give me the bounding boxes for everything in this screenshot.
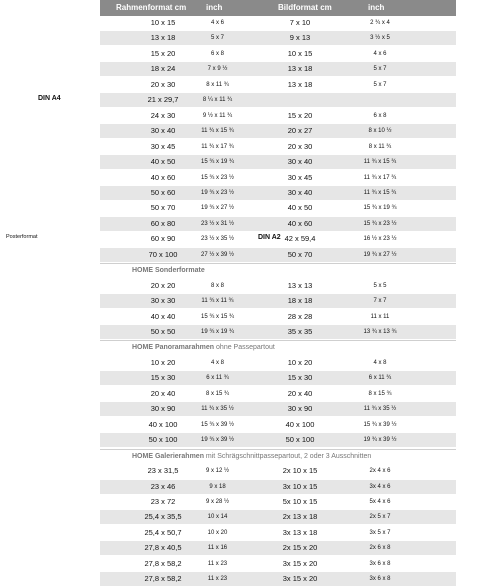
- table-row: [100, 433, 456, 447]
- frame-size-inch: 10 x 14: [207, 514, 228, 521]
- frame-size-inch: 4 x 8: [210, 359, 224, 366]
- picture-size-cm: 5x 10 x 15: [282, 496, 318, 506]
- frame-size-cm: 20 x 30: [150, 79, 176, 89]
- frame-size-inch: 19 ¾ x 39 ½: [200, 437, 235, 444]
- table-row: [100, 495, 456, 509]
- picture-size-cm: 20 x 30: [287, 141, 313, 151]
- picture-size-cm: 30 x 40: [287, 187, 313, 197]
- picture-size-inch: 19 ¾ x 39 ½: [363, 437, 397, 444]
- table-row: [100, 572, 456, 586]
- picture-size-inch: 3x 4 x 6: [369, 483, 391, 490]
- table-row: [100, 186, 456, 200]
- frame-size-cm: 70 x 100: [148, 249, 178, 259]
- frame-size-cm: 18 x 24: [150, 64, 176, 74]
- frame-size-inch: 7 x 9 ½: [207, 66, 228, 73]
- section-heading: [100, 449, 456, 464]
- table-row: [100, 201, 456, 215]
- frame-size-cm: 50 x 70: [150, 203, 176, 213]
- frame-size-inch: 11 x 23: [207, 560, 228, 567]
- frame-size-inch: 15 ¾ x 23 ½: [200, 174, 235, 181]
- picture-size-inch: 6 x 8: [373, 112, 387, 119]
- picture-size-cm: 2x 15 x 20: [282, 543, 318, 553]
- picture-size-cm: 50 x 100: [285, 435, 315, 445]
- picture-size-inch: 5 x 7: [373, 66, 387, 73]
- frame-size-cm: 40 x 60: [150, 172, 176, 182]
- frame-size-cm: 25,4 x 50,7: [144, 527, 182, 537]
- row-format-label: DIN A2: [258, 234, 281, 242]
- frame-size-inch: 11 ¾ x 11 ¾: [201, 298, 234, 305]
- picture-size-inch: 2 ¾ x 4: [370, 20, 390, 26]
- frame-size-inch: 11 ¾ x 15 ¾: [201, 128, 234, 135]
- picture-size-cm: 13 x 13: [287, 280, 313, 290]
- frame-size-cm: 30 x 30: [150, 296, 176, 306]
- section-title-bold: HOME Galerierahmen: [132, 452, 204, 460]
- picture-size-cm: 15 x 20: [287, 110, 313, 120]
- frame-size-inch: 8 ¼ x 11 ¾: [202, 97, 233, 104]
- picture-size-cm: 18 x 18: [287, 296, 313, 306]
- table-row: [100, 464, 456, 478]
- frame-size-cm: 27,8 x 40,5: [144, 543, 182, 553]
- table-row: [100, 510, 456, 524]
- table-row: [100, 356, 456, 370]
- picture-size-inch: 8 x 15 ¾: [368, 390, 392, 397]
- picture-size-cm: 40 x 60: [287, 218, 313, 228]
- section-title-note: mit Schrägschnittpassepartout, 2 oder 3 Ausschnitten: [203, 452, 372, 460]
- table-row: [100, 16, 456, 30]
- picture-size-inch: 3x 5 x 7: [369, 529, 391, 536]
- table-row: [100, 248, 456, 262]
- table-row: [100, 526, 456, 540]
- picture-size-cm: 3x 15 x 20: [282, 558, 318, 568]
- frame-size-cm: 50 x 100: [148, 435, 178, 445]
- picture-size-cm: 10 x 20: [287, 357, 313, 367]
- table-row: [100, 155, 456, 169]
- frame-size-inch: 23 ½ x 31 ½: [200, 220, 235, 227]
- picture-size-cm: 40 x 50: [287, 203, 313, 213]
- picture-size-inch: 8 x 11 ¾: [368, 143, 392, 150]
- frame-size-inch: 8 x 11 ¾: [206, 81, 229, 88]
- picture-size-cm: 2x 13 x 18: [282, 512, 318, 522]
- section-title: [132, 453, 371, 460]
- frame-size-inch: 15 ¾ x 15 ¾: [200, 313, 235, 320]
- picture-size-cm: 40 x 100: [285, 419, 315, 429]
- frame-size-cm: 20 x 40: [150, 388, 176, 398]
- frame-size-cm: 23 x 31,5: [147, 466, 179, 476]
- picture-size-cm: 2x 10 x 15: [282, 466, 318, 476]
- frame-size-inch: 9 x 28 ½: [205, 498, 229, 505]
- frame-size-cm: 15 x 30: [150, 373, 176, 383]
- picture-size-inch: 16 ½ x 23 ½: [363, 236, 397, 243]
- picture-size-inch: 11 ¾ x 17 ¾: [363, 174, 397, 181]
- header-frame-size-cm: Rahmenformat cm: [116, 3, 187, 12]
- picture-size-cm: 35 x 35: [287, 327, 313, 336]
- picture-size-inch: 3x 6 x 8: [369, 576, 391, 583]
- picture-size-cm: 3x 15 x 20: [282, 574, 318, 584]
- picture-size-cm: 15 x 30: [287, 373, 313, 383]
- table-row: [100, 310, 456, 324]
- picture-size-cm: 3x 10 x 15: [282, 481, 318, 491]
- picture-size-inch: 4 x 6: [373, 50, 387, 57]
- picture-size-cm: 42 x 59,4: [284, 234, 316, 244]
- frame-size-cm: 24 x 30: [150, 110, 176, 120]
- row-format-label: Posterformat: [6, 234, 38, 241]
- section-title-bold: HOME Panoramarahmen: [132, 344, 215, 352]
- frame-size-inch: 19 ¾ x 27 ½: [200, 205, 235, 212]
- frame-size-cm: 60 x 90: [150, 234, 176, 244]
- table-row: [100, 171, 456, 185]
- table-row: [100, 541, 456, 555]
- frame-size-cm: 13 x 18: [150, 33, 176, 43]
- picture-size-inch: 5 x 5: [373, 282, 387, 289]
- section-title-note: ohne Passepartout: [214, 344, 275, 352]
- picture-size-inch: 2x 5 x 7: [369, 514, 391, 521]
- frame-size-cm: 10 x 20: [150, 357, 176, 367]
- picture-size-inch: 2x 6 x 8: [369, 545, 391, 552]
- picture-size-inch: 6 x 11 ¾: [368, 375, 392, 382]
- picture-size-inch: 3x 6 x 8: [369, 560, 391, 567]
- table-row: [100, 387, 456, 401]
- section-title-bold: HOME Sonderformate: [132, 267, 205, 275]
- table-header: [100, 0, 456, 16]
- picture-size-inch: 19 ¾ x 27 ½: [363, 251, 397, 258]
- picture-size-inch: 8 x 10 ½: [368, 128, 392, 135]
- frame-size-cm: 40 x 40: [150, 311, 176, 321]
- picture-size-inch: 11 x 11: [370, 313, 390, 320]
- section-heading: [100, 340, 456, 355]
- table-row: [100, 124, 456, 138]
- picture-size-inch: 13 ¾ x 13 ¾: [363, 329, 397, 335]
- table-row: [100, 109, 456, 123]
- frame-size-inch: 9 x 18: [209, 483, 226, 490]
- picture-size-inch: 5x 4 x 6: [369, 498, 391, 505]
- frame-size-inch: 11 ¾ x 35 ½: [201, 406, 234, 413]
- picture-size-inch: 15 ¾ x 39 ½: [363, 421, 397, 428]
- table-row: [38, 93, 456, 107]
- picture-size-inch: 11 ¾ x 15 ¾: [363, 159, 397, 166]
- frame-size-inch: 9 ½ x 11 ¾: [202, 112, 233, 119]
- picture-size-inch: 3 ½ x 5: [370, 35, 390, 42]
- frame-size-inch: 19 ¾ x 23 ½: [200, 189, 235, 196]
- frame-size-inch: 8 x 15 ¾: [205, 390, 229, 397]
- picture-size-cm: 7 x 10: [289, 18, 311, 27]
- table-row: [100, 279, 456, 293]
- frame-size-cm: 30 x 40: [150, 126, 176, 136]
- picture-size-cm: 30 x 40: [287, 157, 313, 167]
- frame-size-inch: 15 ¾ x 19 ¾: [200, 159, 235, 166]
- table-row: [100, 62, 456, 76]
- table-row: [100, 140, 456, 154]
- frame-size-cm: 27,8 x 58,2: [144, 558, 182, 568]
- section-heading: [100, 263, 456, 278]
- frame-size-inch: 23 ½ x 35 ½: [200, 236, 235, 243]
- frame-size-inch: 6 x 11 ¾: [206, 375, 229, 382]
- table-row: [100, 31, 456, 45]
- table-row: [100, 294, 456, 308]
- frame-size-cm: 23 x 46: [150, 481, 176, 491]
- picture-size-cm: 30 x 45: [287, 172, 313, 182]
- table-row: [100, 78, 456, 92]
- picture-size-cm: 13 x 18: [287, 79, 313, 89]
- frame-size-inch: 27 ½ x 39 ½: [200, 251, 235, 258]
- frame-size-cm: 50 x 50: [150, 327, 176, 336]
- picture-size-cm: 9 x 13: [289, 33, 311, 43]
- frame-size-cm: 23 x 72: [150, 496, 176, 506]
- picture-size-cm: 10 x 15: [287, 48, 313, 58]
- frame-size-cm: 27,8 x 58,2: [144, 574, 182, 584]
- frame-size-cm: 15 x 20: [150, 48, 176, 58]
- frame-size-cm: 60 x 80: [150, 218, 176, 228]
- section-title: [132, 267, 205, 274]
- frame-size-cm: 40 x 100: [148, 419, 178, 429]
- row-format-label: DIN A4: [38, 95, 61, 103]
- picture-size-inch: 5 x 7: [373, 81, 387, 88]
- picture-size-inch: 2x 4 x 6: [369, 468, 391, 475]
- picture-size-inch: 7 x 7: [373, 298, 387, 305]
- frame-size-inch: 11 ¾ x 17 ¾: [201, 143, 234, 150]
- frame-size-inch: 5 x 7: [210, 35, 224, 42]
- table-row: [100, 217, 456, 231]
- picture-size-inch: 15 ¾ x 19 ¾: [363, 205, 397, 212]
- frame-size-inch: 9 x 12 ½: [205, 468, 229, 475]
- frame-size-cm: 25,4 x 35,5: [144, 512, 182, 522]
- frame-size-inch: 19 ¾ x 19 ¾: [200, 329, 235, 335]
- picture-size-cm: 20 x 40: [287, 388, 313, 398]
- frame-size-cm: 30 x 45: [150, 141, 176, 151]
- picture-size-cm: 30 x 90: [287, 404, 313, 414]
- picture-size-cm: 20 x 27: [287, 126, 313, 136]
- picture-size-inch: 11 ¾ x 35 ½: [363, 406, 397, 413]
- frame-size-inch: 8 x 8: [210, 282, 224, 289]
- frame-size-cm: 21 x 29,7: [147, 95, 179, 105]
- frame-size-cm: 40 x 50: [150, 157, 176, 167]
- table-row: [6, 232, 456, 246]
- frame-size-cm: 30 x 90: [150, 404, 176, 414]
- frame-size-inch: 10 x 20: [207, 529, 228, 536]
- frame-size-inch: 4 x 6: [210, 20, 224, 26]
- table-row: [100, 557, 456, 571]
- table-row: [100, 402, 456, 416]
- picture-size-cm: 13 x 18: [287, 64, 313, 74]
- picture-size-cm: 3x 13 x 18: [282, 527, 318, 537]
- frame-size-inch: 11 x 16: [207, 545, 228, 552]
- picture-size-inch: 11 ¾ x 15 ¾: [363, 189, 397, 196]
- table-row: [100, 47, 456, 61]
- frame-size-cm: 50 x 60: [150, 187, 176, 197]
- header-picture-size-cm: Bildformat cm: [278, 3, 332, 12]
- picture-size-cm: 50 x 70: [287, 249, 313, 259]
- frame-size-inch: 15 ¾ x 39 ½: [200, 421, 235, 428]
- section-title: [132, 344, 275, 351]
- frame-size-cm: 20 x 20: [150, 280, 176, 290]
- table-row: [100, 418, 456, 432]
- header-picture-size-inch: inch: [368, 3, 385, 12]
- frame-size-inch: 11 x 23: [207, 576, 228, 583]
- header-frame-size-inch: inch: [206, 3, 223, 12]
- frame-size-cm: 10 x 15: [150, 18, 176, 27]
- frame-size-inch: 6 x 8: [210, 50, 224, 57]
- table-row: [100, 480, 456, 494]
- picture-size-cm: 28 x 28: [287, 311, 313, 321]
- picture-size-inch: 4 x 8: [373, 359, 387, 366]
- table-row: [100, 371, 456, 385]
- picture-size-inch: 15 ¾ x 23 ½: [363, 220, 397, 227]
- table-row: [100, 325, 456, 339]
